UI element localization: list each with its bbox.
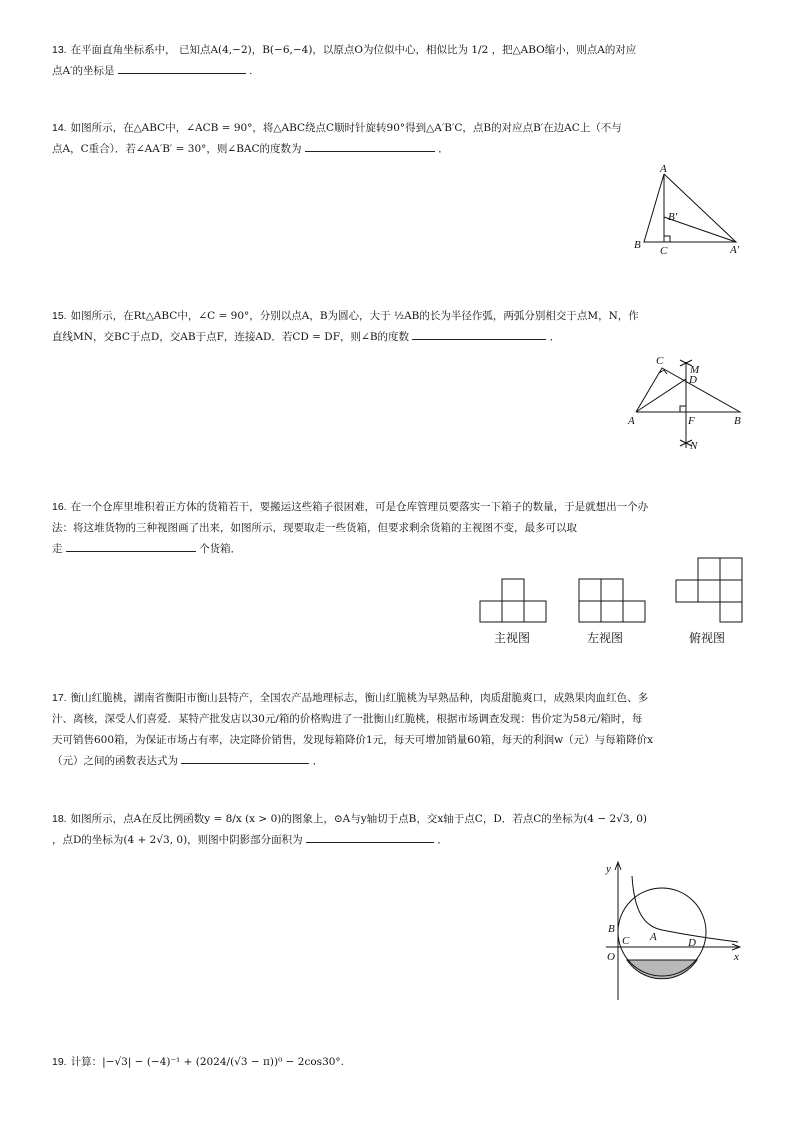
question-15-line2: 直线MN，交BC于点D，交AB于点F，连接AD．若CD = DF，则∠B的度数 ．: [52, 327, 752, 348]
label-B: B: [734, 415, 741, 427]
question-15: [52, 306, 752, 348]
question-13-line1: 13. 在平面直角坐标系中， 已知点A(4,−2)，B(−6,−4)，以原点O为位似中心，相似比为 1/2 ，把△ABO缩小，则点A的对应: [52, 44, 637, 56]
question-17-line2: 汁、离核，深受人们喜爱．某特产批发店以30元/箱的价格购进了一批衡山红脆桃，根据市场调查发现：售价定为58元/箱时，每: [52, 713, 643, 725]
question-number: 15.: [52, 310, 67, 322]
label-F: F: [688, 415, 695, 427]
question-16-line2: 法：将这堆货物的三种视图画了出来，如图所示，现要取走一些货箱，但要求剩余货箱的主视图不变，最多可以取: [52, 522, 577, 534]
label-M: M: [690, 364, 700, 376]
label-B: B: [634, 239, 641, 251]
question-18: [52, 809, 752, 851]
question-14-line1: 14. 如图所示，在△ABC中，∠ACB = 90°，将△ABC绕点C顺时针旋转90°得到△A′B′C，点B的对应点B′在边AC上（不与: [52, 122, 622, 134]
question-18-line2: ，点D的坐标为(4 + 2√3, 0)，则图中阴影部分面积为 ．: [52, 830, 752, 851]
question-16-line1: 16. 在一个仓库里堆积着正方体的货箱若干，要搬运这些箱子很困难，可是仓库管理员要落实一下箱子的数量，于是就想出一个办: [52, 501, 649, 513]
question-15-line1: 15. 如图所示，在Rt△ABC中，∠C = 90°，分别以点A，B为圆心，大于 ½AB的长为半径作弧，两弧分别相交于点M，N，作: [52, 310, 639, 322]
answer-blank[interactable]: [181, 751, 309, 764]
answer-blank[interactable]: [118, 61, 246, 74]
question-16: [52, 497, 752, 560]
question-number: 19.: [52, 1056, 67, 1068]
label-D: D: [688, 937, 696, 949]
question-17-line1: 17. 衡山红脆桃，湖南省衡阳市衡山县特产，全国农产品地理标志，衡山红脆桃为早熟品种，肉质甜脆爽口，成熟果肉血红色、多: [52, 692, 649, 704]
question-17-line3: 天可销售600箱，为保证市场占有率，决定降价销售，发现每箱降价1元，每天可增加销量60箱，每天的利润w（元）与每箱降价x: [52, 734, 653, 746]
question-number: 18.: [52, 813, 67, 825]
figure-rotated-triangle: [628, 162, 748, 262]
question-13: [52, 40, 752, 82]
question-14-line2: 点A，C重合）．若∠AA′B′ = 30°，则∠BAC的度数为 ．: [52, 139, 752, 160]
caption-front-view: 主视图: [494, 631, 531, 645]
label-C: C: [656, 355, 664, 367]
label-x: x: [734, 951, 739, 963]
answer-blank[interactable]: [306, 830, 434, 843]
label-A: A: [628, 415, 635, 427]
question-17-line4: （元）之间的函数表达式为 ．: [52, 751, 752, 772]
label-B: B: [608, 923, 615, 935]
question-19-line1: 19. 计算：|−√3| − (−4)⁻¹ + (2024/(√3 − π))⁰ − 2cos30°.: [52, 1056, 345, 1068]
top-view: [676, 558, 742, 622]
label-N: N: [690, 440, 698, 452]
question-14: [52, 118, 752, 160]
question-number: 13.: [52, 44, 67, 56]
front-view: [480, 579, 546, 622]
question-19: [52, 1052, 752, 1073]
question-number: 16.: [52, 501, 67, 513]
left-view: [579, 579, 645, 622]
label-C: C: [622, 935, 630, 947]
question-number: 14.: [52, 122, 67, 134]
figure-three-views: [480, 556, 750, 626]
question-17: [52, 688, 752, 772]
question-16-line3: 走 个货箱．: [52, 539, 752, 560]
question-13-line2: 点A′的坐标是 .: [52, 61, 752, 82]
label-A: A: [650, 931, 657, 943]
answer-blank[interactable]: [412, 327, 546, 340]
figure-circle-hyperbola: [598, 856, 748, 1004]
answer-blank[interactable]: [66, 539, 196, 552]
caption-top-view: 俯视图: [689, 631, 726, 645]
label-D: D: [689, 374, 697, 386]
label-A-prime: A′: [730, 244, 740, 256]
label-B-prime: B′: [668, 211, 678, 223]
label-A: A: [660, 163, 667, 175]
caption-left-view: 左视图: [587, 631, 624, 645]
label-y: y: [606, 863, 611, 875]
question-number: 17.: [52, 692, 67, 704]
label-O: O: [607, 951, 615, 963]
figure-perpendicular-bisector: [622, 352, 752, 452]
answer-blank[interactable]: [305, 139, 435, 152]
question-18-line1: 18. 如图所示，点A在反比例函数y = 8/x (x > 0)的图象上，⊙A与y轴切于点B，交x轴于点C，D．若点C的坐标为(4 − 2√3, 0): [52, 813, 648, 825]
label-C: C: [660, 245, 668, 257]
